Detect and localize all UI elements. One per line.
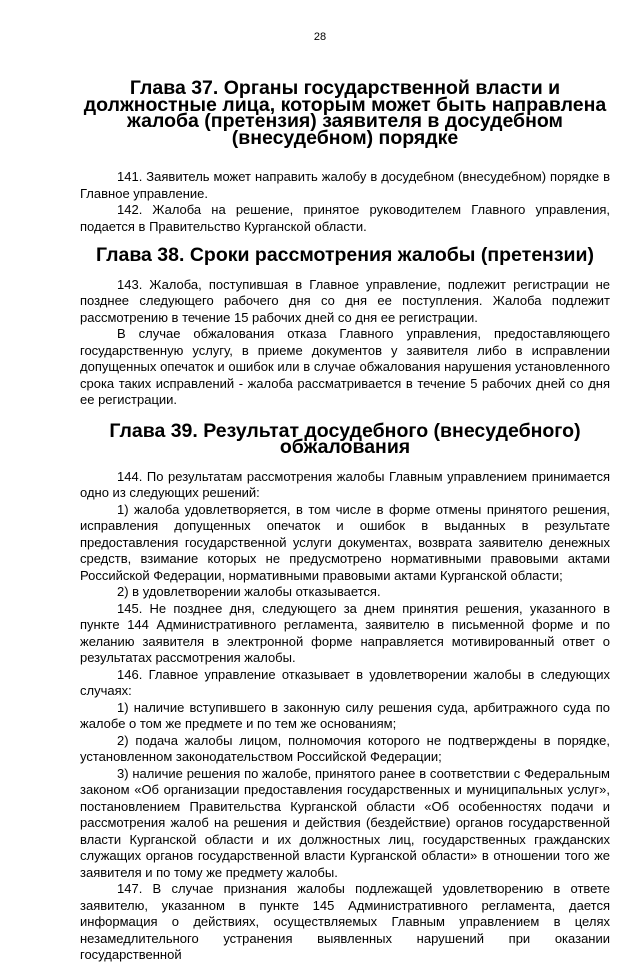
paragraph-146: 146. Главное управление отказывает в удовлетворении жалобы в следующих случаях: — [80, 666, 610, 698]
chapter-37-heading: Глава 37. Органы государственной власти и должностные лица, которым может быть направлена жалоба (претензия) заявителя в досудебном (внесудебном) порядке — [83, 77, 607, 149]
paragraph-147: 147. В случае признания жалобы подлежащей удовлетворению в ответе заявителю, указанном в пункте 145 Административного регламента, дается информация о действиях, осуществляемых Главным управлением в целях незамедлительного устранения выявленных нарушений при оказании государственной — [80, 881, 610, 962]
paragraph-144-item-1: 1) жалоба удовлетворяется, в том числе в форме отмены принятого решения, исправления допущенных опечаток и ошибок в выданных в результате предоставления государственной услуги документах, возврата заявителю денежных средств, взимание которых не предусмотрено нормативными правовыми актами Российской Федерации, нормативными правовыми актами Курганской области; — [80, 501, 610, 583]
paragraph-143-appeal: В случае обжалования отказа Главного управления, предоставляющего государственную услугу, в приеме документов у заявителя либо в исправлении допущенных опечаток и ошибок или в случае обжалования нарушения установленного срока таких исправлений - жалоба рассматривается в течение 5 рабочих дней со дня ее регистрации. — [80, 326, 610, 407]
paragraph-146-item-3: 3) наличие решения по жалобе, принятого ранее в соответствии с Федеральным законом «Об организации предоставления государственных и муниципальных услуг», постановлением Правительства Курганской области «Об особенностях подачи и рассмотрения жалоб на решения и действия (бездействие) органов государственной власти Курганской области и их должностных лиц, государственных гражданских служащих органов государственной власти Курганской области» в отношении того же заявителя и по тому же предмету жалобы. — [80, 765, 610, 880]
paragraph-142: 142. Жалоба на решение, принятое руководителем Главного управления, подается в Правительство Курганской области. — [80, 202, 610, 234]
paragraph-141: 141. Заявитель может направить жалобу в досудебном (внесудебном) порядке в Главное управление. — [80, 169, 610, 201]
paragraph-146-item-1: 1) наличие вступившего в законную силу решения суда, арбитражного суда по жалобе о том же предмете и по тем же основаниям; — [80, 699, 610, 731]
chapter-39-heading: Глава 39. Результат досудебного (внесудебного) обжалования — [109, 419, 581, 458]
page-number: 28 — [313, 31, 327, 43]
paragraph-144-item-2: 2) в удовлетворении жалобы отказывается. — [117, 584, 381, 599]
chapter-38-heading: Глава 38. Сроки рассмотрения жалобы (претензии) — [96, 244, 594, 266]
paragraph-146-item-2: 2) подача жалобы лицом, полномочия которого не подтверждены в порядке, установленном законодательством Российской Федерации; — [80, 732, 610, 764]
paragraph-144: 144. По результатам рассмотрения жалобы Главным управлением принимается одно из следующих решений: — [80, 468, 610, 500]
paragraph-143: 143. Жалоба, поступившая в Главное управление, подлежит регистрации не позднее следующего рабочего дня со дня ее поступления. Жалоба подлежит рассмотрению в течение 15 рабочих дней со дня ее регистрации. — [80, 276, 610, 325]
paragraph-145: 145. Не позднее дня, следующего за днем принятия решения, указанного в пункте 144 Административного регламента, заявителю в письменной форме и по желанию заявителя в электронной форме направляется мотивированный ответ о результатах рассмотрения жалобы. — [80, 600, 610, 665]
document-body — [80, 70, 610, 964]
